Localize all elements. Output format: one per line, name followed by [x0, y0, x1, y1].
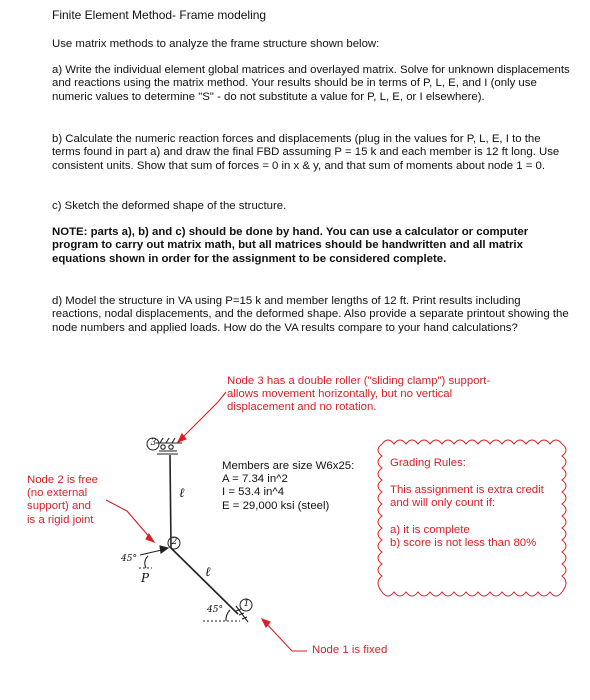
member-property-modulus: E = 29,000 ksi (steel): [222, 499, 330, 512]
grading-rules-line: This assignment is extra credit: [390, 484, 544, 496]
node1-annotation: Node 1 is fixed: [312, 644, 388, 656]
node2-annotation-line: is a rigid joint: [27, 513, 94, 526]
node3-annotation-line: allows movement horizontally, but no vertical: [227, 388, 453, 401]
grading-rules-item: b) score is not less than 80%: [390, 537, 537, 550]
member-property-inertia: I = 53.4 in^4: [222, 486, 285, 499]
member-properties-heading: Members are size W6x25:: [222, 460, 355, 472]
node3-annotation-line: displacement and no rotation.: [227, 401, 377, 414]
angle-label-node2: 45°: [121, 554, 137, 564]
node1-label: 1: [243, 599, 250, 609]
grading-rules-line: and will only count if:: [390, 497, 496, 510]
grading-rules-body: [390, 484, 544, 510]
note-text: NOTE: parts a), b) and c) should be done by hand. You can use a calculator or computer program to carry out matrix math, but all matrices should be handwritten and all matrix equations shown in order for the assignment to be considered complete.: [52, 226, 529, 265]
node2-annotation-line: support) and: [27, 500, 91, 513]
node3-label: 3: [150, 438, 157, 448]
part-d-text: d) Model the structure in VA using P=15 k and member lengths of 12 ft. Print results including reactions, nodal displacements, and the deformed shape. Also provide a separate printout showing the node numbers and applied loads. How do the VA results compare to your hand calculations?: [52, 295, 569, 334]
angle-label-node1: 45°: [207, 605, 223, 615]
part-c-text: c) Sketch the deformed shape of the structure.: [52, 200, 287, 212]
pointer-node3: [180, 392, 226, 440]
pointer-node1: [264, 621, 307, 651]
node2-annotation-line: Node 2 is free: [27, 474, 98, 486]
member-3-2: [170, 455, 171, 548]
member-property-area: A = 7.34 in^2: [222, 473, 288, 486]
member-length-label-vertical: ℓ: [179, 486, 185, 501]
node3-annotation-line: Node 3 has a double roller ("sliding clamp") support-: [227, 375, 491, 387]
load-label: P: [141, 571, 150, 585]
grading-rules-title: Grading Rules:: [390, 457, 466, 469]
page-title: Finite Element Method- Frame modeling: [52, 8, 267, 22]
part-b-text: b) Calculate the numeric reaction forces and displacements (plug in the values for P, L, E, I to the terms found in part a) and draw the final FBD assuming P = 15 k and each member is 12 ft long. Use consistent units. Show that sum of forces = 0 in x & y, and that sum of moments about node 1 = 0.: [52, 133, 560, 172]
node3-roller-support: [156, 438, 182, 454]
member-properties: [222, 460, 354, 513]
intro-text: Use matrix methods to analyze the frame structure shown below:: [52, 38, 380, 50]
member-2-1: [171, 548, 238, 614]
pointer-node2: [106, 500, 152, 540]
node2-annotation: [27, 474, 98, 527]
grading-rules-list: [390, 524, 536, 550]
grading-rules-item: a) it is complete: [390, 524, 470, 536]
node2-label: 2: [171, 537, 178, 547]
node2-annotation-line: (no external: [27, 487, 88, 500]
part-a-text: a) Write the individual element global matrices and overlayed matrix. Solve for unknown displacements and reactions using the matrix method. Your results should be in terms of P, L, E, and I (only use numeric values to determine "S" - do not substitute a value for P, L, E, or I elsewhere).: [52, 64, 570, 103]
member-length-label-diagonal: ℓ: [205, 565, 211, 580]
node3-annotation: [227, 375, 490, 415]
load-p-arrow: [139, 546, 168, 568]
